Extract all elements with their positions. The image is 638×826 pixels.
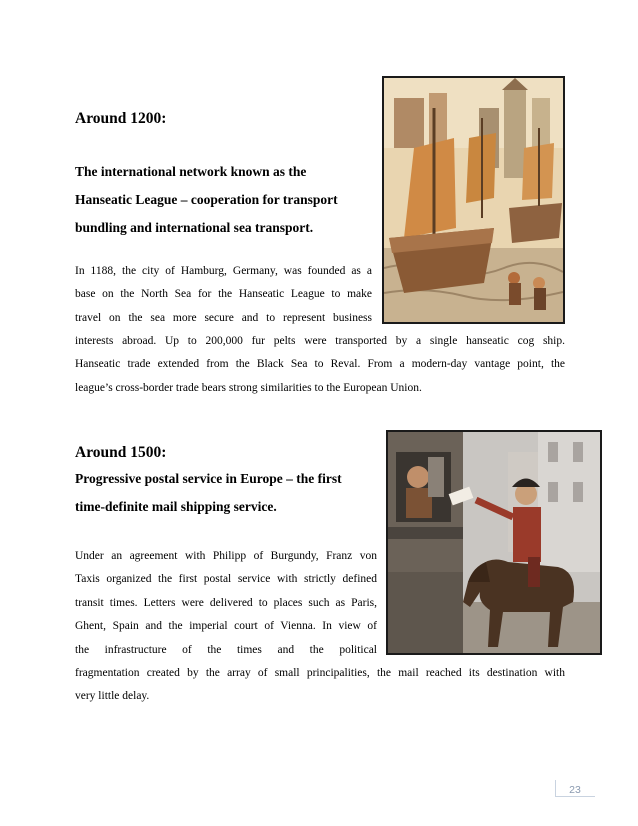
section2-body-line: transit times. Letters were delivered to places such as Paris, — [75, 596, 377, 609]
section1-heading: Around 1200: — [75, 110, 167, 127]
section2-body-line: Ghent, Spain and the imperial court of Vienna. In view of — [75, 620, 377, 633]
section1-body-line: travel on the sea more secure and to represent business — [75, 311, 372, 324]
section2-body-line: Taxis organized the first postal service with strictly defined — [75, 573, 377, 586]
section1-subheading-line: Hanseatic League – cooperation for transport — [75, 192, 338, 207]
section1-body-line: league’s cross-border trade bears strong similarities to the European Union. — [75, 381, 422, 394]
section2-body-full — [75, 662, 565, 709]
section1-body-line: base on the North Sea for the Hanseatic League to make — [75, 288, 372, 301]
section2-subheading-line: time-definite mail shipping service. — [75, 499, 277, 514]
page-number-divider — [555, 780, 556, 797]
hanseatic-ships-painting — [382, 76, 565, 324]
section2-body-line: Under an agreement with Philipp of Burgundy, Franz von — [75, 550, 377, 562]
section1-body-line: In 1188, the city of Hamburg, Germany, was founded as a — [75, 265, 372, 277]
page-number-box — [555, 780, 595, 800]
section1-body-line: Hanseatic trade extended from the Black Sea to Reval. From a modern-day vantage point, the — [75, 358, 565, 371]
section2-body-line: very little delay. — [75, 690, 150, 703]
section2-body-line: the infrastructure of the times and the political — [75, 643, 377, 656]
section2-body-line: fragmentation created by the array of small principalities, the mail reached its destination with — [75, 667, 565, 679]
section2-subheading-line: Progressive postal service in Europe – the first — [75, 471, 342, 486]
section1-body-full — [75, 330, 565, 400]
section2-body-wrapped — [75, 545, 377, 662]
page-number: 23 — [569, 784, 581, 796]
section2-subheading — [75, 465, 375, 521]
section1-body-wrapped — [75, 260, 372, 330]
section1-body-line: interests abroad. Up to 200,000 fur pelts were transported by a single hanseatic cog ship. — [75, 335, 565, 347]
section1-subheading — [75, 158, 375, 242]
section1-subheading-line: bundling and international sea transport. — [75, 220, 314, 235]
section1-subheading-line: The international network known as the — [75, 164, 307, 179]
section2-heading: Around 1500: — [75, 444, 167, 461]
postal-rider-painting — [386, 430, 602, 655]
page-number-underline — [555, 796, 595, 797]
